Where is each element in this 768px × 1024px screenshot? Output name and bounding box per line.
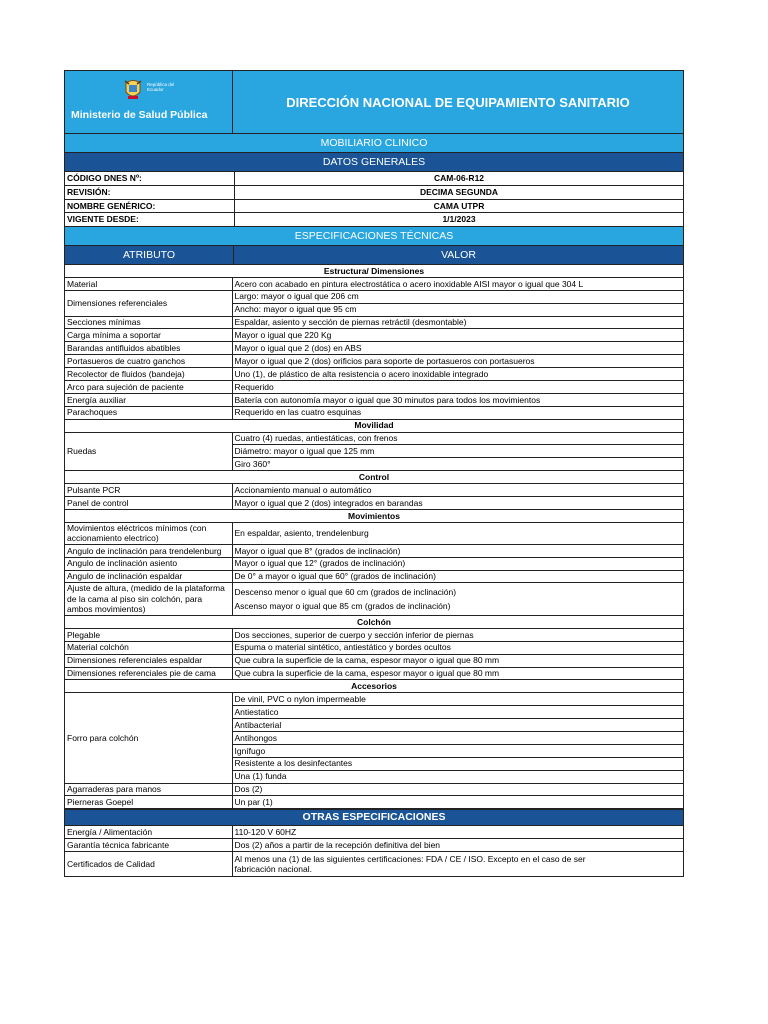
value-cell: Dos (2) años a partir de la recepción definitiva del bien	[232, 839, 683, 852]
specs-band: ESPECIFICACIONES TÉCNICAS	[65, 227, 683, 246]
value-cell: De 0° a mayor o igual que 60° (grados de inclinación)	[232, 570, 683, 583]
attr-cell: Angulo de inclinación para trendelenburg	[65, 544, 232, 557]
page-title: DIRECCIÓN NACIONAL DE EQUIPAMIENTO SANITARIO	[286, 94, 630, 110]
value-cell: Accionamiento manual o automático	[232, 484, 683, 497]
value-cell: Dos (2)	[232, 783, 683, 796]
attr-cell: Pierneras Goepel	[65, 796, 232, 809]
attr-cell: Dimensiones referenciales	[65, 290, 232, 316]
section-heading: Movilidad	[65, 419, 683, 432]
attr-cell: Certificados de Calidad	[65, 852, 232, 877]
general-row	[65, 200, 683, 214]
value-cell: Que cubra la superficie de la cama, espesor mayor o igual que 80 mm	[232, 667, 683, 680]
attr-cell: Material	[65, 277, 232, 290]
attribute-column-header: ATRIBUTO	[65, 246, 234, 264]
value-cell: Antibacterial	[232, 719, 683, 732]
value-cell: Un par (1)	[232, 796, 683, 809]
attr-cell: Agarraderas para manos	[65, 783, 232, 796]
general-value: CAM-06-R12	[433, 173, 485, 183]
attr-cell: Pulsante PCR	[65, 484, 232, 497]
attr-cell: Parachoques	[65, 406, 232, 419]
value-cell: Acero con acabado en pintura electrostática o acero inoxidable AISI mayor o igual que 304 L	[232, 277, 683, 290]
height-descent: Descenso menor o igual que 60 cm (grados de inclinación)	[234, 587, 457, 598]
general-row	[65, 172, 683, 186]
general-data-band: DATOS GENERALES	[65, 153, 683, 172]
spec-sheet	[64, 70, 684, 877]
attr-cell: Portasueros de cuatro ganchos	[65, 355, 232, 368]
ministry-logo-block	[65, 71, 233, 133]
general-value: CAMA UTPR	[433, 200, 485, 211]
value-cell: Que cubra la superficie de la cama, espesor mayor o igual que 80 mm	[232, 654, 683, 667]
column-header	[65, 246, 683, 265]
attr-cell: Energía auxiliar	[65, 393, 232, 406]
value-cell: Espuma o material sintético, antiestático y bordes ocultos	[232, 641, 683, 654]
value-cell: Mayor o igual que 12° (grados de inclinación)	[232, 557, 683, 570]
title-block	[233, 71, 683, 133]
value-cell: De vinil, PVC o nylon impermeable	[232, 693, 683, 706]
value-cell: Diámetro: mayor o igual que 125 mm	[232, 445, 683, 458]
value-cell: Mayor o igual que 220 Kg	[232, 329, 683, 342]
value-cell: Ignífugo	[232, 744, 683, 757]
value-cell: Mayor o igual que 2 (dos) orificios para soporte de portasueros con portasueros	[232, 355, 683, 368]
value-cell: Antiestatico	[232, 706, 683, 719]
header	[65, 71, 683, 134]
attr-cell: Ruedas	[65, 432, 232, 471]
value-cell: Mayor o igual que 2 (dos) en ABS	[232, 342, 683, 355]
value-cell: Mayor o igual que 8° (grados de inclinación)	[232, 544, 683, 557]
value-cell	[232, 852, 683, 877]
attr-cell: Secciones mínimas	[65, 316, 232, 329]
section-heading: Control	[65, 471, 683, 484]
value-cell: Dos secciones, superior de cuerpo y sección inferior de piernas	[232, 628, 683, 641]
value-cell: Batería con autonomía mayor o igual que 30 minutos para todos los movimientos	[232, 393, 683, 406]
attr-cell: Arco para sujeción de paciente	[65, 381, 232, 394]
value-cell: Espaldar, asiento y sección de piernas retráctil (desmontable)	[232, 316, 683, 329]
other-specs-table	[65, 826, 683, 876]
specs-table	[65, 265, 683, 809]
value-cell: Cuatro (4) ruedas, antiestáticas, con frenos	[232, 432, 683, 445]
certs-line-2: fabricación nacional.	[234, 864, 312, 875]
value-cell: Mayor o igual que 2 (dos) integrados en barandas	[232, 497, 683, 510]
attr-cell: Material colchón	[65, 641, 232, 654]
value-cell: En espaldar, asiento, trendelenburg	[232, 522, 683, 544]
section-heading: Colchón	[65, 615, 683, 628]
attr-cell: Forro para colchón	[65, 693, 232, 783]
height-ascent: Ascenso mayor o igual que 85 cm (grados de inclinación)	[234, 600, 451, 611]
general-key: NOMBRE GENÉRICO:	[65, 200, 235, 213]
certs-line-1: Al menos una (1) de las siguientes certificaciones: FDA / CE / ISO. Excepto en el caso de ser	[234, 853, 586, 864]
value-cell: 110-120 V 60HZ	[232, 826, 683, 838]
coat-of-arms-icon	[123, 78, 143, 102]
section-heading: Estructura/ Dimensiones	[65, 265, 683, 277]
value-cell: Largo: mayor o igual que 206 cm	[232, 290, 683, 303]
value-cell: Una (1) funda	[232, 770, 683, 783]
attr-cell: Dimensiones referenciales espaldar	[65, 654, 232, 667]
value-cell: Antihongos	[232, 732, 683, 745]
government-seal-text: República del Ecuador	[147, 82, 175, 92]
general-row	[65, 186, 683, 200]
value-cell: Resistente a los desinfectantes	[232, 757, 683, 770]
general-value: 1/1/2023	[442, 214, 476, 225]
value-cell	[232, 583, 683, 616]
general-value: DECIMA SEGUNDA	[419, 186, 499, 197]
value-column-header: VALOR	[441, 249, 476, 261]
attr-cell: Panel de control	[65, 497, 232, 510]
value-cell: Uno (1), de plástico de alta resistencia o acero inoxidable integrado	[232, 368, 683, 381]
attr-cell: Garantía técnica fabricante	[65, 839, 232, 852]
general-key: CÓDIGO DNES Nº:	[65, 172, 235, 185]
attr-cell: Recolector de fluidos (bandeja)	[65, 368, 232, 381]
section-heading: Movimientos	[65, 509, 683, 522]
general-key: REVISIÓN:	[65, 186, 235, 199]
attr-cell: Angulo de inclinación asiento	[65, 557, 232, 570]
general-row	[65, 213, 683, 227]
attr-cell: Movimientos eléctricos mínimos (con accionamiento electrico)	[65, 522, 232, 544]
attr-cell: Carga mínima a soportar	[65, 329, 232, 342]
ministry-name: Ministerio de Salud Pública	[71, 109, 208, 121]
attr-cell: Plegable	[65, 628, 232, 641]
attr-cell: Energía / Alimentación	[65, 826, 232, 838]
attr-cell: Dimensiones referenciales pie de cama	[65, 667, 232, 680]
attr-cell: Angulo de inclinación espaldar	[65, 570, 232, 583]
value-cell: Requerido en las cuatro esquinas	[232, 406, 683, 419]
value-cell: Requerido	[232, 381, 683, 394]
other-specs-band: OTRAS ESPECIFICACIONES	[65, 809, 683, 826]
attr-cell: Barandas antifluidos abatibles	[65, 342, 232, 355]
attr-cell: Ajuste de altura, (medido de la plataforma de la cama al piso sin colchón, para ambos movimientos)	[65, 583, 232, 616]
general-key: VIGENTE DESDE:	[65, 213, 235, 226]
section-heading: Accesorios	[65, 680, 683, 693]
value-cell: Giro 360°	[232, 458, 683, 471]
category-band: MOBILIARIO CLINICO	[65, 134, 683, 153]
value-cell: Ancho: mayor o igual que 95 cm	[232, 303, 683, 316]
